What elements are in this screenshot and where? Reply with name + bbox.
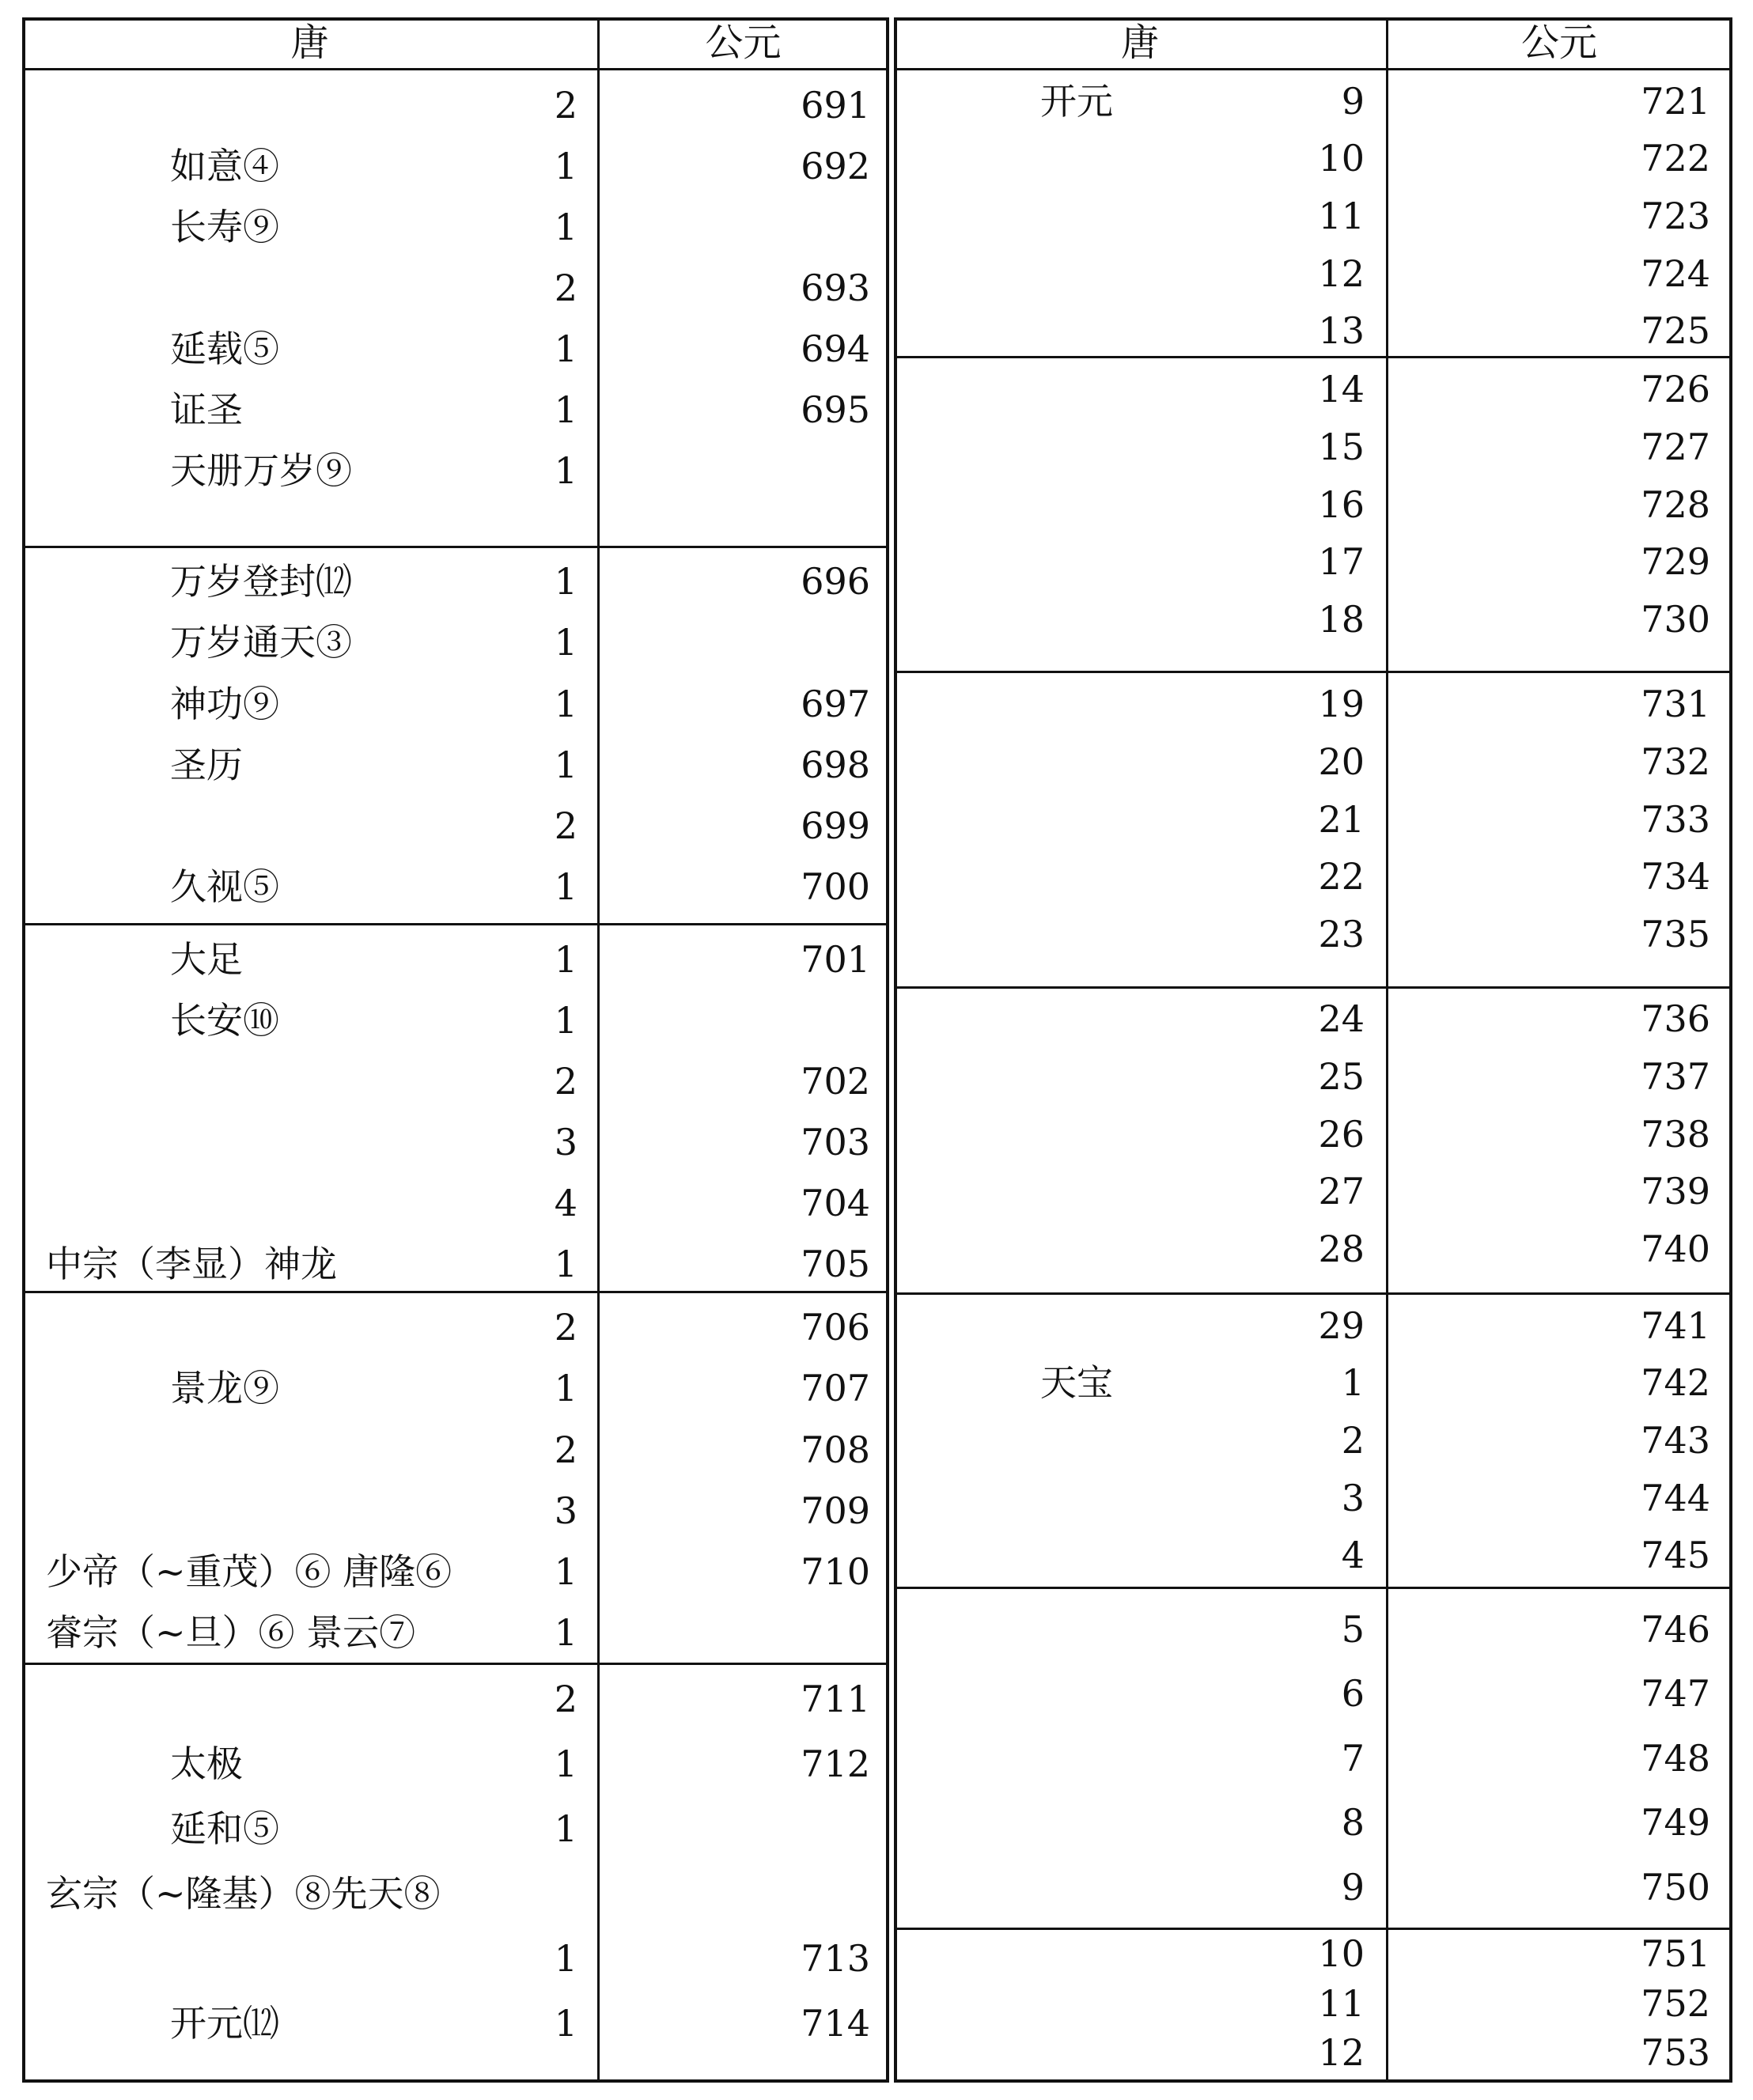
left-regnal-year: 2 <box>554 84 577 127</box>
left-era-name: 少帝（~重茂）⑥ 唐隆⑥ <box>46 1550 452 1593</box>
right-regnal-year: 2 <box>1341 1419 1365 1462</box>
right-regnal-year: 14 <box>1318 368 1365 411</box>
left-regnal-year: 1 <box>554 2002 577 2045</box>
left-era-name: 大足 <box>170 938 243 981</box>
left-era-name: 神功⑨ <box>170 683 279 725</box>
right-regnal-year: 11 <box>1318 195 1365 237</box>
left-regnal-year: 2 <box>554 267 577 309</box>
right-regnal-year: 24 <box>1318 997 1365 1040</box>
right-ad-year: 741 <box>1641 1304 1710 1347</box>
right-ad-year: 751 <box>1641 1932 1710 1975</box>
right-regnal-year: 6 <box>1341 1672 1365 1715</box>
right-regnal-year: 3 <box>1341 1477 1365 1519</box>
left-regnal-year: 1 <box>554 999 577 1042</box>
left-regnal-year: 2 <box>554 804 577 847</box>
left-ad-year: 712 <box>801 1742 870 1785</box>
left-regnal-year: 3 <box>554 1121 577 1164</box>
left-ad-year: 698 <box>801 744 870 786</box>
right-ad-year: 740 <box>1641 1228 1710 1270</box>
left-ad-year: 706 <box>801 1306 870 1349</box>
right-ad-year: 737 <box>1641 1055 1710 1098</box>
left-ad-year: 710 <box>801 1550 870 1593</box>
left-regnal-year: 1 <box>554 1550 577 1593</box>
left-ad-year: 691 <box>801 84 870 127</box>
left-era-name: 中宗（李显）神龙 <box>46 1243 337 1285</box>
left-regnal-year: 1 <box>554 145 577 187</box>
right-regnal-year: 29 <box>1318 1304 1365 1347</box>
left-group-separator <box>22 923 889 925</box>
right-ad-year: 731 <box>1641 683 1710 725</box>
left-regnal-year: 2 <box>554 1678 577 1720</box>
right-regnal-year: 17 <box>1318 540 1365 583</box>
left-era-name: 万岁登封⑿ <box>170 560 352 603</box>
right-era-name: 开元 <box>1040 80 1113 123</box>
left-era-name: 如意④ <box>170 145 279 187</box>
right-ad-year: 727 <box>1641 426 1710 468</box>
right-era-name: 天宝 <box>1040 1361 1113 1404</box>
right-regnal-year: 12 <box>1318 2031 1365 2074</box>
right-group-separator <box>894 1928 1732 1930</box>
right-ad-year: 746 <box>1641 1608 1710 1651</box>
left-era-name: 万岁通天③ <box>170 621 352 664</box>
right-ad-year: 736 <box>1641 997 1710 1040</box>
left-regnal-year: 1 <box>554 683 577 725</box>
left-header-tang: 唐 <box>290 21 329 65</box>
right-ad-year: 744 <box>1641 1477 1710 1519</box>
right-regnal-year: 7 <box>1341 1737 1365 1780</box>
left-regnal-year: 4 <box>554 1182 577 1224</box>
right-regnal-year: 16 <box>1318 483 1365 526</box>
left-ad-year: 702 <box>801 1060 870 1103</box>
left-era-name: 开元⑿ <box>170 2002 279 2045</box>
right-ad-year: 743 <box>1641 1419 1710 1462</box>
right-ad-year: 745 <box>1641 1534 1710 1576</box>
right-regnal-year: 4 <box>1341 1534 1365 1576</box>
right-group-separator <box>894 1292 1732 1295</box>
right-regnal-year: 10 <box>1318 1932 1365 1975</box>
right-ad-year: 721 <box>1641 80 1710 123</box>
right-regnal-year: 26 <box>1318 1113 1365 1156</box>
right-ad-year: 747 <box>1641 1672 1710 1715</box>
left-era-name: 玄宗（~隆基）⑧先天⑧ <box>46 1872 441 1915</box>
left-era-name: 延和⑤ <box>170 1807 279 1850</box>
right-ad-year: 752 <box>1641 1982 1710 2025</box>
right-regnal-year: 21 <box>1318 798 1365 841</box>
right-ad-year: 729 <box>1641 540 1710 583</box>
left-era-name: 睿宗（~旦）⑥ 景云⑦ <box>46 1611 416 1654</box>
right-regnal-year: 28 <box>1318 1228 1365 1270</box>
left-ad-year: 695 <box>801 388 870 431</box>
left-ad-year: 704 <box>801 1182 870 1224</box>
left-header-rule <box>22 68 889 70</box>
left-ad-year: 699 <box>801 804 870 847</box>
left-regnal-year: 1 <box>554 560 577 603</box>
right-header-tang: 唐 <box>1120 21 1159 65</box>
left-regnal-year: 1 <box>554 1243 577 1285</box>
right-regnal-year: 1 <box>1341 1361 1365 1404</box>
right-ad-year: 742 <box>1641 1361 1710 1404</box>
right-regnal-year: 22 <box>1318 855 1365 898</box>
left-regnal-year: 1 <box>554 388 577 431</box>
left-ad-year: 705 <box>801 1243 870 1285</box>
left-ad-year: 714 <box>801 2002 870 2045</box>
left-era-name: 圣历 <box>170 744 243 786</box>
right-ad-year: 749 <box>1641 1801 1710 1844</box>
right-header-rule <box>894 68 1732 70</box>
left-column-divider <box>597 17 600 2083</box>
left-ad-year: 696 <box>801 560 870 603</box>
right-regnal-year: 15 <box>1318 426 1365 468</box>
right-ad-year: 739 <box>1641 1170 1710 1213</box>
left-era-name: 久视⑤ <box>170 865 279 908</box>
right-regnal-year: 20 <box>1318 740 1365 783</box>
right-ad-year: 725 <box>1641 309 1710 352</box>
right-ad-year: 735 <box>1641 913 1710 955</box>
left-regnal-year: 1 <box>554 327 577 370</box>
right-regnal-year: 13 <box>1318 309 1365 352</box>
right-regnal-year: 27 <box>1318 1170 1365 1213</box>
right-ad-year: 730 <box>1641 598 1710 641</box>
left-regnal-year: 1 <box>554 1742 577 1785</box>
left-regnal-year: 2 <box>554 1428 577 1471</box>
left-group-separator <box>22 1291 889 1293</box>
left-regnal-year: 1 <box>554 1367 577 1409</box>
right-ad-year: 734 <box>1641 855 1710 898</box>
right-ad-year: 724 <box>1641 252 1710 295</box>
left-group-separator <box>22 1663 889 1665</box>
right-regnal-year: 10 <box>1318 137 1365 180</box>
right-group-separator <box>894 671 1732 673</box>
left-ad-year: 707 <box>801 1367 870 1409</box>
right-regnal-year: 11 <box>1318 1982 1365 2025</box>
left-regnal-year: 2 <box>554 1306 577 1349</box>
left-regnal-year: 1 <box>554 744 577 786</box>
left-ad-year: 700 <box>801 865 870 908</box>
right-group-separator <box>894 1587 1732 1589</box>
left-ad-year: 703 <box>801 1121 870 1164</box>
left-era-name: 长安⑩ <box>170 999 279 1042</box>
right-regnal-year: 5 <box>1341 1608 1365 1651</box>
left-ad-year: 692 <box>801 145 870 187</box>
left-era-name: 证圣 <box>170 388 243 431</box>
right-header-ad: 公元 <box>1520 21 1597 65</box>
right-group-separator <box>894 356 1732 358</box>
left-ad-year: 709 <box>801 1489 870 1532</box>
left-era-name: 延载⑤ <box>170 327 279 370</box>
left-ad-year: 713 <box>801 1937 870 1980</box>
left-ad-year: 701 <box>801 938 870 981</box>
left-ad-year: 708 <box>801 1428 870 1471</box>
left-regnal-year: 1 <box>554 865 577 908</box>
left-era-name: 太极 <box>170 1742 243 1785</box>
left-regnal-year: 1 <box>554 206 577 248</box>
left-regnal-year: 1 <box>554 1807 577 1850</box>
right-ad-year: 748 <box>1641 1737 1710 1780</box>
right-regnal-year: 9 <box>1341 1866 1365 1909</box>
right-regnal-year: 19 <box>1318 683 1365 725</box>
right-ad-year: 728 <box>1641 483 1710 526</box>
left-regnal-year: 2 <box>554 1060 577 1103</box>
right-ad-year: 726 <box>1641 368 1710 411</box>
right-ad-year: 750 <box>1641 1866 1710 1909</box>
left-ad-year: 711 <box>801 1678 870 1720</box>
left-regnal-year: 1 <box>554 449 577 492</box>
left-regnal-year: 1 <box>554 1611 577 1654</box>
right-regnal-year: 23 <box>1318 913 1365 955</box>
left-ad-year: 697 <box>801 683 870 725</box>
left-regnal-year: 1 <box>554 1937 577 1980</box>
right-ad-year: 753 <box>1641 2031 1710 2074</box>
right-regnal-year: 25 <box>1318 1055 1365 1098</box>
left-header-ad: 公元 <box>705 21 782 65</box>
right-ad-year: 738 <box>1641 1113 1710 1156</box>
left-regnal-year: 3 <box>554 1489 577 1532</box>
left-era-name: 长寿⑨ <box>170 206 279 248</box>
right-regnal-year: 8 <box>1341 1801 1365 1844</box>
right-regnal-year: 18 <box>1318 598 1365 641</box>
left-ad-year: 693 <box>801 267 870 309</box>
left-regnal-year: 1 <box>554 938 577 981</box>
right-ad-year: 732 <box>1641 740 1710 783</box>
right-group-separator <box>894 986 1732 989</box>
right-regnal-year: 9 <box>1341 80 1365 123</box>
right-regnal-year: 12 <box>1318 252 1365 295</box>
left-regnal-year: 1 <box>554 621 577 664</box>
left-era-name: 景龙⑨ <box>170 1367 279 1409</box>
left-group-separator <box>22 546 889 548</box>
left-era-name: 天册万岁⑨ <box>170 449 352 492</box>
right-ad-year: 723 <box>1641 195 1710 237</box>
right-ad-year: 733 <box>1641 798 1710 841</box>
left-ad-year: 694 <box>801 327 870 370</box>
right-column-divider <box>1386 17 1388 2083</box>
right-ad-year: 722 <box>1641 137 1710 180</box>
